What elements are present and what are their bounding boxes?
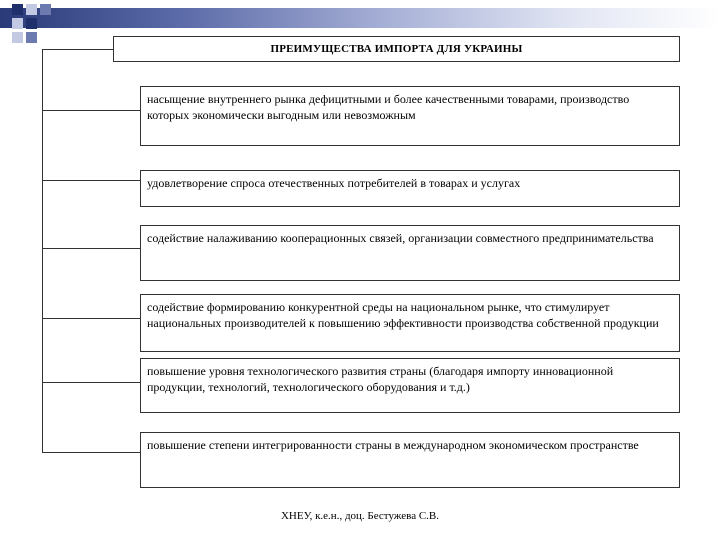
item-connector [42, 452, 140, 453]
advantage-box: насыщение внутреннего рынка дефицитными и более качественными товарами, производство которых экономически выгодным или невозможным [140, 86, 680, 146]
title-connector [42, 49, 113, 50]
advantage-box: повышение уровня технологического развития страны (благодаря импорту инновационной продукции, технологий, технологического оборудования и т.д.) [140, 358, 680, 413]
item-connector [42, 180, 140, 181]
decor-square [26, 4, 37, 15]
decor-square [12, 4, 23, 15]
decor-square [26, 32, 37, 43]
decor-square [12, 18, 23, 29]
advantage-box: повышение степени интегрированности страны в международном экономическом пространстве [140, 432, 680, 488]
diagram-title: ПРЕИМУЩЕСТВА ИМПОРТА ДЛЯ УКРАИНЫ [113, 36, 680, 62]
item-connector [42, 248, 140, 249]
advantage-box: удовлетворение спроса отечественных потребителей в товарах и услугах [140, 170, 680, 207]
advantage-box: содействие налаживанию кооперационных связей, организации совместного предпринимательства [140, 225, 680, 281]
header-gradient-bar [0, 8, 720, 28]
item-connector [42, 110, 140, 111]
item-connector [42, 382, 140, 383]
footer-credit: ХНЕУ, к.е.н., доц. Бестужева С.В. [280, 510, 439, 522]
decor-square [12, 32, 23, 43]
advantage-box: содействие формированию конкурентной среды на национальном рынке, что стимулирует национальных производителей к повышению эффективности производства собственной продукции [140, 294, 680, 352]
item-connector [42, 318, 140, 319]
decor-square [26, 18, 37, 29]
decor-square [40, 4, 51, 15]
